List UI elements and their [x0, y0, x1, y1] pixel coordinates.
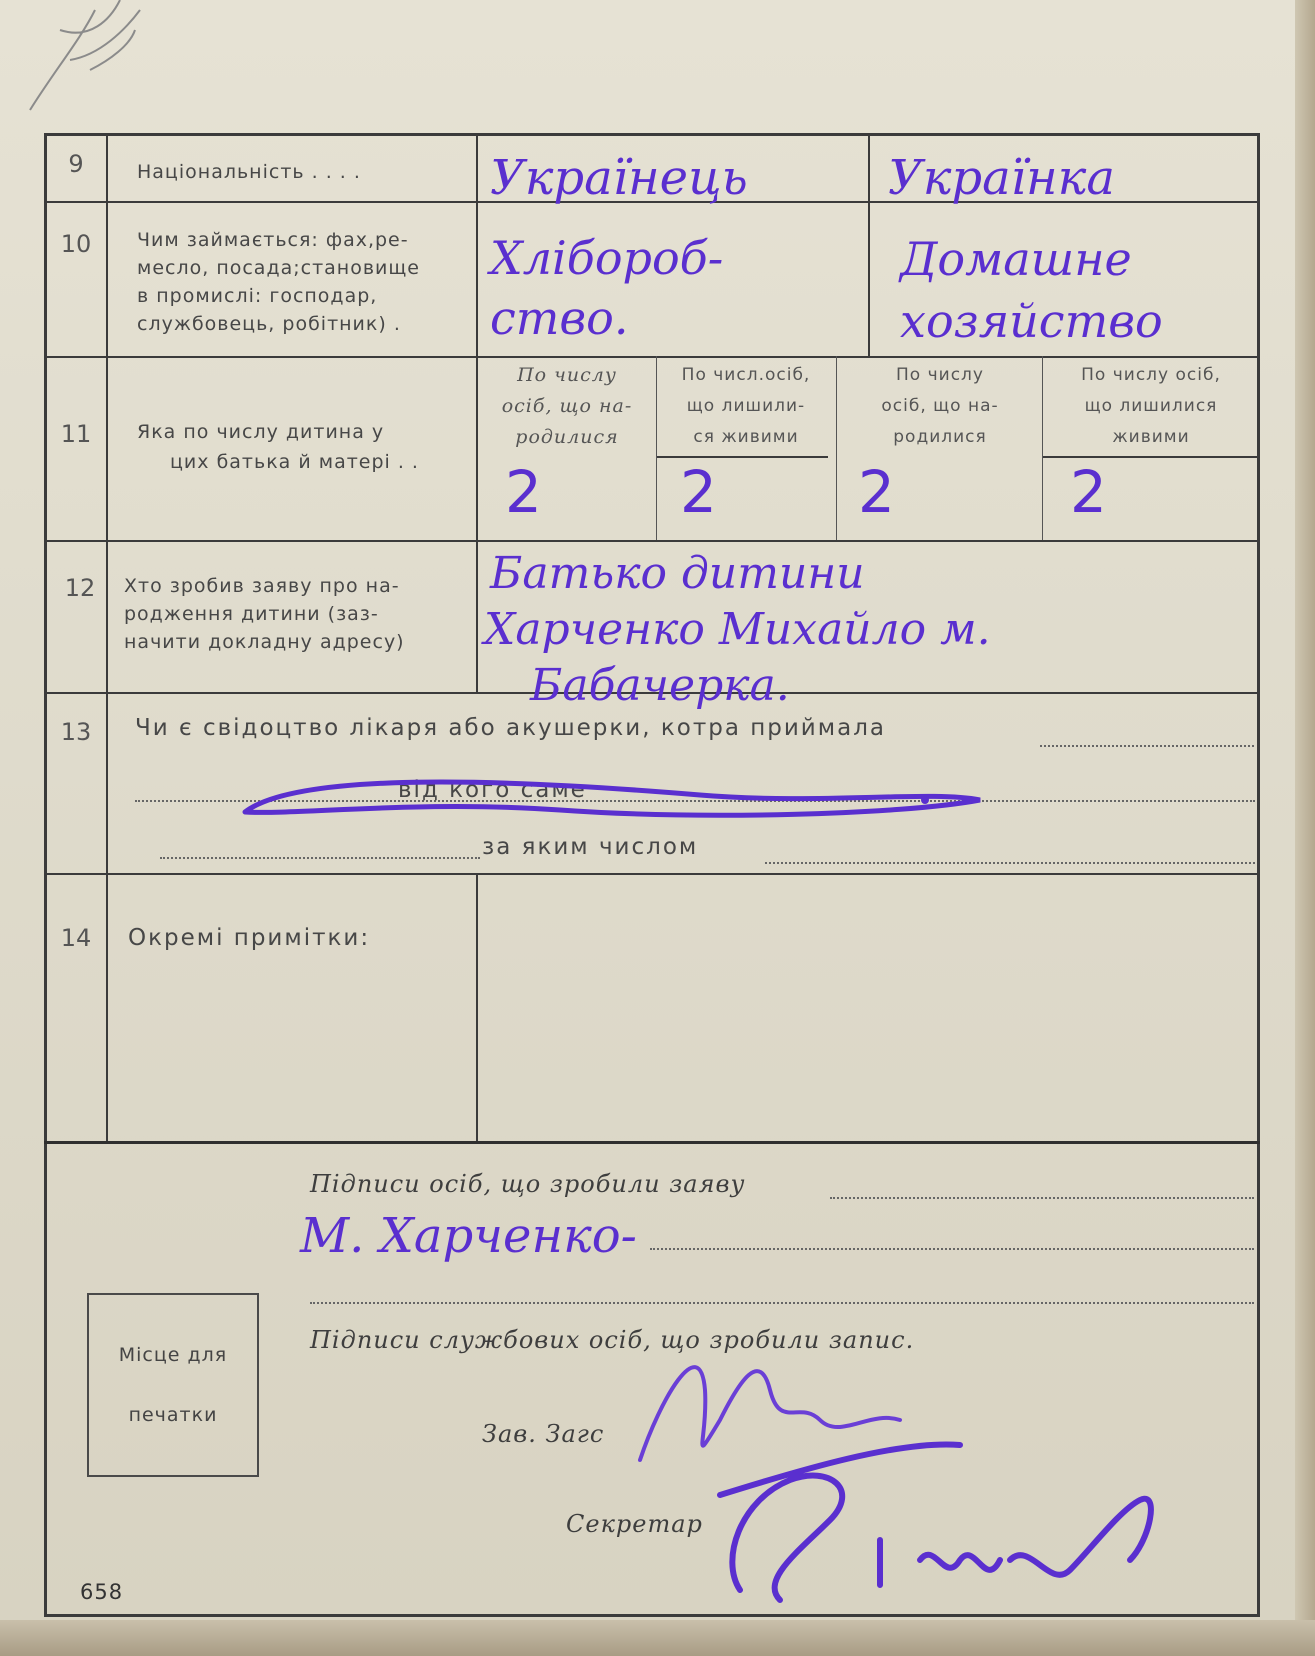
declarant-line-1: Батько дитини [490, 548, 865, 599]
declarant-label-line-2: родження дитини (заз- [124, 603, 379, 625]
nationality-father: Українець [490, 150, 748, 206]
header-alive-mother-line-1: По числу осіб, [1081, 365, 1221, 385]
declarant-label-line-1: Хто зробив заяву про на- [124, 575, 400, 597]
ink-dot [921, 796, 929, 804]
child-alive-mother-value: 2 [1070, 458, 1107, 526]
occupation-label-line-3: в промислі: господар, [137, 285, 378, 307]
secretary-label: Секретар [566, 1510, 703, 1538]
applicant-signatures-label: Підписи осіб, що зробили заяву [310, 1170, 746, 1198]
occupation-label-line-2: месло, посада;становище [137, 257, 420, 279]
declarant-line-2: Харченко Михайло м. [484, 604, 991, 655]
header-born-father-line-1: По числу [517, 364, 617, 386]
page-number: 658 [80, 1580, 124, 1604]
child-alive-father-value: 2 [680, 458, 717, 526]
secretary-signature-icon [720, 1444, 1151, 1600]
row-number-11: 11 [60, 420, 92, 448]
header-born-father-line-3: родилися [515, 426, 619, 448]
declarant-line-3: Бабачерка. [530, 660, 790, 711]
applicant-signature: М. Харченко- [300, 1208, 637, 1264]
child-order-label-line-2: цих батька й матері . . [170, 451, 419, 473]
row-number-12: 12 [64, 574, 96, 602]
row-number-14: 14 [60, 924, 92, 952]
occupation-label-line-4: службовець, робітник) . [137, 313, 401, 335]
header-alive-mother-line-3: живими [1112, 427, 1190, 447]
header-born-mother-line-2: осіб, що на- [881, 396, 999, 416]
row-number-9: 9 [68, 150, 84, 178]
row-number-10: 10 [60, 230, 92, 258]
certificate-from-whom: від кого саме [398, 777, 587, 803]
certificate-date-label: за яким числом [482, 834, 699, 860]
strike-through-line [245, 782, 980, 815]
stamp-label-line-2: печатки [128, 1404, 218, 1426]
nationality-mother: Українка [888, 150, 1115, 206]
child-born-mother-value: 2 [858, 458, 895, 526]
head-signature-icon [640, 1367, 900, 1460]
header-born-mother-line-3: родилися [893, 427, 987, 447]
header-alive-father-line-2: що лишили- [686, 396, 806, 416]
child-order-label-line-1: Яка по числу дитина у [137, 421, 385, 443]
occupation-mother: Домашне хозяйство [900, 232, 1163, 348]
header-alive-mother-line-2: що лишилися [1084, 396, 1218, 416]
occupation-label-line-1: Чим займається: фах,ре- [137, 229, 409, 251]
header-alive-father-line-1: По числ.осіб, [681, 365, 811, 385]
certificate-question: Чи є свідоцтво лікаря або акушерки, котра приймала [135, 715, 886, 741]
remarks-label: Окремі примітки: [128, 925, 371, 951]
header-born-father-line-2: осіб, що на- [501, 395, 633, 417]
declarant-label-line-3: начити докладну адресу) [124, 631, 405, 653]
stamp-label-line-1: Місце для [118, 1344, 228, 1366]
nationality-label: Національність . . . . [137, 161, 361, 183]
header-alive-father-line-3: ся живими [693, 427, 799, 447]
row-number-13: 13 [60, 718, 92, 746]
child-born-father-value: 2 [505, 458, 542, 526]
occupation-father: Хлібороб-ство. [490, 231, 724, 345]
official-signatures-label: Підписи службових осіб, що зробили запис. [310, 1326, 915, 1354]
head-registry-label: Зав. Загс [482, 1420, 605, 1448]
header-born-mother-line-1: По числу [896, 365, 984, 385]
